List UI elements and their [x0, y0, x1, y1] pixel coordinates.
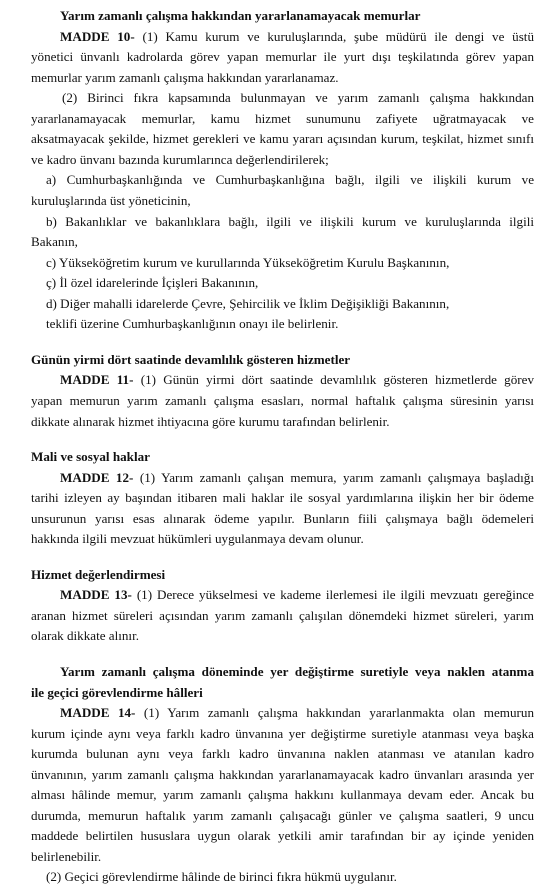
list-item: ç) İl özel idarelerinde İçişleri Bakanının, [46, 275, 259, 291]
text-line: kuruluşlarında üst yöneticinin, [31, 193, 191, 208]
text-line: aranan hizmet süreleri açısından yarım zamanlı çalışılan dönemdeki hizmet süreleri, yarım [31, 607, 534, 623]
article-number: MADDE 13- [60, 587, 132, 603]
article-number: MADDE 12- [60, 469, 134, 485]
text-line: alması hâlinde memur, yarım zamanlı çalışma hakkını kullanmaya devam eder. Ancak bu [31, 787, 534, 803]
list-item: a) Cumhurbaşkanlığında ve Cumhurbaşkanlığına bağlı, ilgili ve ilişkili kurum ve [46, 172, 534, 188]
article-line [0, 704, 544, 722]
article-line [0, 469, 544, 487]
text-line: dikkate alınarak hizmet ihtiyacına göre kurumu tarafından belirlenir. [31, 413, 390, 429]
list-item: c) Yükseköğretim kurum ve kurullarında Yükseköğretim Kurulu Başkanının, [46, 254, 450, 270]
text-line: tarihi izleyen ay başından itibaren mali haklar ile sosyal yardımlarına ilişkin her bir ödeme [31, 490, 534, 506]
article-number: MADDE 11- [60, 372, 134, 388]
section-heading: Hizmet değerlendirmesi [31, 566, 166, 582]
article-text: (1) Derece yükselmesi ve kademe ilerlemesi ile ilgili mevzuatı gereğince [131, 587, 534, 603]
text-line: (2) Geçici görevlendirme hâlinde de birinci fıkra hükmü uygulanır. [46, 869, 397, 885]
article-number: MADDE 14- [60, 705, 136, 720]
article-number: MADDE 10- [60, 28, 135, 44]
text-line: unsurunun yarısı esas alınarak ödeme yapılır. Bunların fiili çalışmaya bağlı ödemeleri [31, 510, 534, 526]
text-line: kurumda bulunan aynı veya farklı kadro ünvanına naklen atanması ve atanılan kadro [31, 746, 534, 762]
text-line: yararlanamayacak memurlar, kamu hizmet sunumunu zafiyete uğratmayacak ve [31, 110, 534, 126]
text-line: (2) Birinci fıkra kapsamında bulunmayan ve yarım zamanlı çalışma hakkından [62, 90, 534, 106]
text-line: hakkında ilgili mevzuat hükümleri uygulanmaya devam olunur. [31, 531, 364, 547]
text-line: aksatmayacak şekilde, hizmet gerekleri ve kamu yararı açısından kurum, teşkilat, hizmet sınıfı [31, 131, 534, 147]
article-line [0, 371, 544, 389]
section-heading: Günün yirmi dört saatinde devamlılık gösteren hizmetler [31, 351, 351, 367]
article-line [0, 586, 544, 604]
section-heading: Mali ve sosyal haklar [31, 449, 150, 464]
text-line: yönetici ünvanlı kadrolarda görev yapan memurlar ile yurt dışı teşkilatında görev yapan [31, 49, 534, 65]
text-line: belirlenebilir. [31, 848, 102, 864]
list-item: teklifi üzerine Cumhurbaşkanlığının onayı ile belirlenir. [46, 316, 339, 332]
text-line: ve kadro ünvanı bazında kurumlarınca değerlendirilerek; [31, 151, 329, 167]
text-line: olarak dikkate alınır. [31, 628, 139, 644]
article-text: (1) Kamu kurum ve kuruluşlarında, şube müdürü ile dengi ve üstü [134, 28, 534, 44]
list-item: d) Diğer mahalli idarelerde Çevre, Şehircilik ve İklim Değişikliği Bakanının, [46, 295, 450, 311]
text-line: yapan memurun yarım zamanlı çalışma esasları, normal haftalık çalışma süresinin yarısı [31, 392, 534, 408]
text-line: durumda, memurun haftalık yarım zamanlı çalışacağı günler ve çalışma saatleri, 9 uncu [31, 807, 534, 823]
section-heading-cont: ile geçici görevlendirme hâlleri [31, 684, 203, 700]
section-heading: Yarım zamanlı çalışma hakkından yararlanamayacak memurlar [60, 8, 421, 23]
text-line: kurum içinde aynı veya farklı kadro ünvanına yer değiştirme suretiyle atanması veya başka [31, 725, 534, 741]
text-line: memurlar yarım zamanlı çalışma hakkından yararlanamaz. [31, 69, 339, 85]
section-heading: Yarım zamanlı çalışma döneminde yer değiştirme suretiyle veya naklen atanma [60, 663, 534, 679]
article-text: (1) Günün yirmi dört saatinde devamlılık gösteren hizmetlerde görev [133, 372, 534, 388]
article-line [0, 28, 544, 46]
article-text: (1) Yarım zamanlı çalışan memura, yarım zamanlı çalışmaya başladığı [133, 469, 534, 485]
text-line: maddede belirtilen hususlara uygun olarak yetkili amir tarafından bir ay içinde yeniden [31, 828, 534, 844]
text-line: ünvanının, yarım zamanlı çalışma hakkından yararlanamayacak kadro ünvanları arasında yer [31, 766, 534, 782]
list-item: b) Bakanlıklar ve bakanlıklara bağlı, ilgili ve ilişkili kurum ve kuruluşlarında ilgili [46, 213, 534, 229]
text-line: Bakanın, [31, 234, 78, 250]
article-text: (1) Yarım zamanlı çalışma hakkından yararlanmakta olan memurun [135, 705, 534, 720]
